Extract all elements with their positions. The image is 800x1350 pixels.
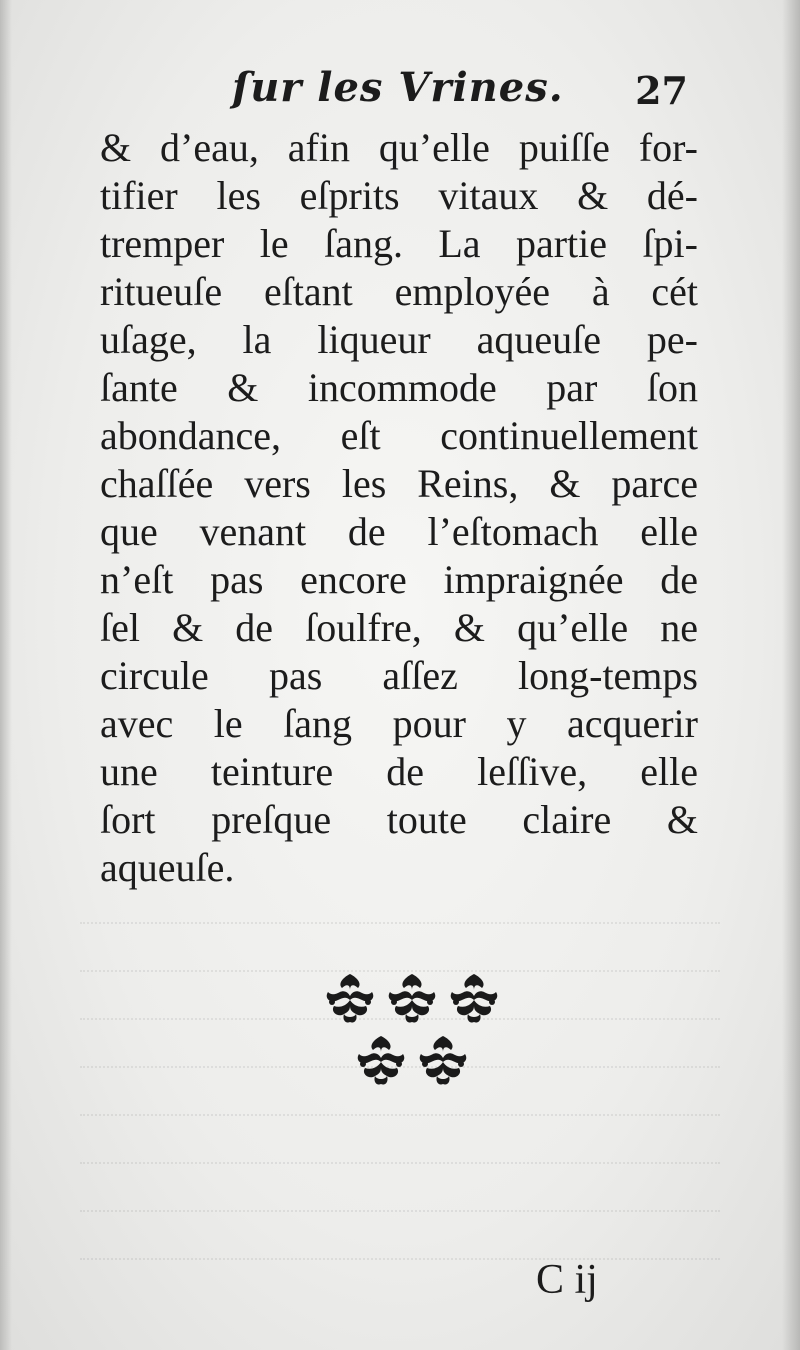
signature-mark: C ij — [536, 1257, 598, 1303]
page-edge-shadow — [782, 0, 800, 1350]
text-line: une teinture de leſſive, elle — [100, 749, 698, 794]
text-line: chaſſée vers les Reins, & parce — [100, 461, 698, 506]
page-header — [100, 62, 700, 122]
running-head: ſur les Vrines. — [232, 64, 564, 111]
text-line: ritueuſe eſtant employée à cét — [100, 269, 698, 314]
text-line: circule pas aſſez long-temps — [100, 653, 698, 698]
text-line: abondance, eſt continuellement — [100, 413, 698, 458]
text-line: ſort preſque toute claire & — [100, 797, 698, 842]
text-line: ſante & incommode par ſon — [100, 365, 698, 410]
text-line: ſel & de ſoulfre, & qu’elle ne — [100, 605, 698, 650]
page-number: 27 — [635, 68, 688, 113]
text-line: & d’eau, afin qu’elle puiſſe for- — [100, 125, 698, 170]
body-text — [100, 124, 698, 892]
text-line: aqueuſe. — [100, 845, 235, 890]
fleuron-icon — [320, 968, 504, 1090]
text-line: tremper le ſang. La partie ſpi- — [100, 221, 698, 266]
text-line: avec le ſang pour y acquerir — [100, 701, 698, 746]
text-line: tifier les eſprits vitaux & dé- — [100, 173, 698, 218]
page-gutter-shadow — [0, 0, 12, 1350]
text-line: uſage, la liqueur aqueuſe pe- — [100, 317, 698, 362]
text-line: n’eſt pas encore impraignée de — [100, 557, 698, 602]
text-line: que venant de l’eſtomach elle — [100, 509, 698, 554]
